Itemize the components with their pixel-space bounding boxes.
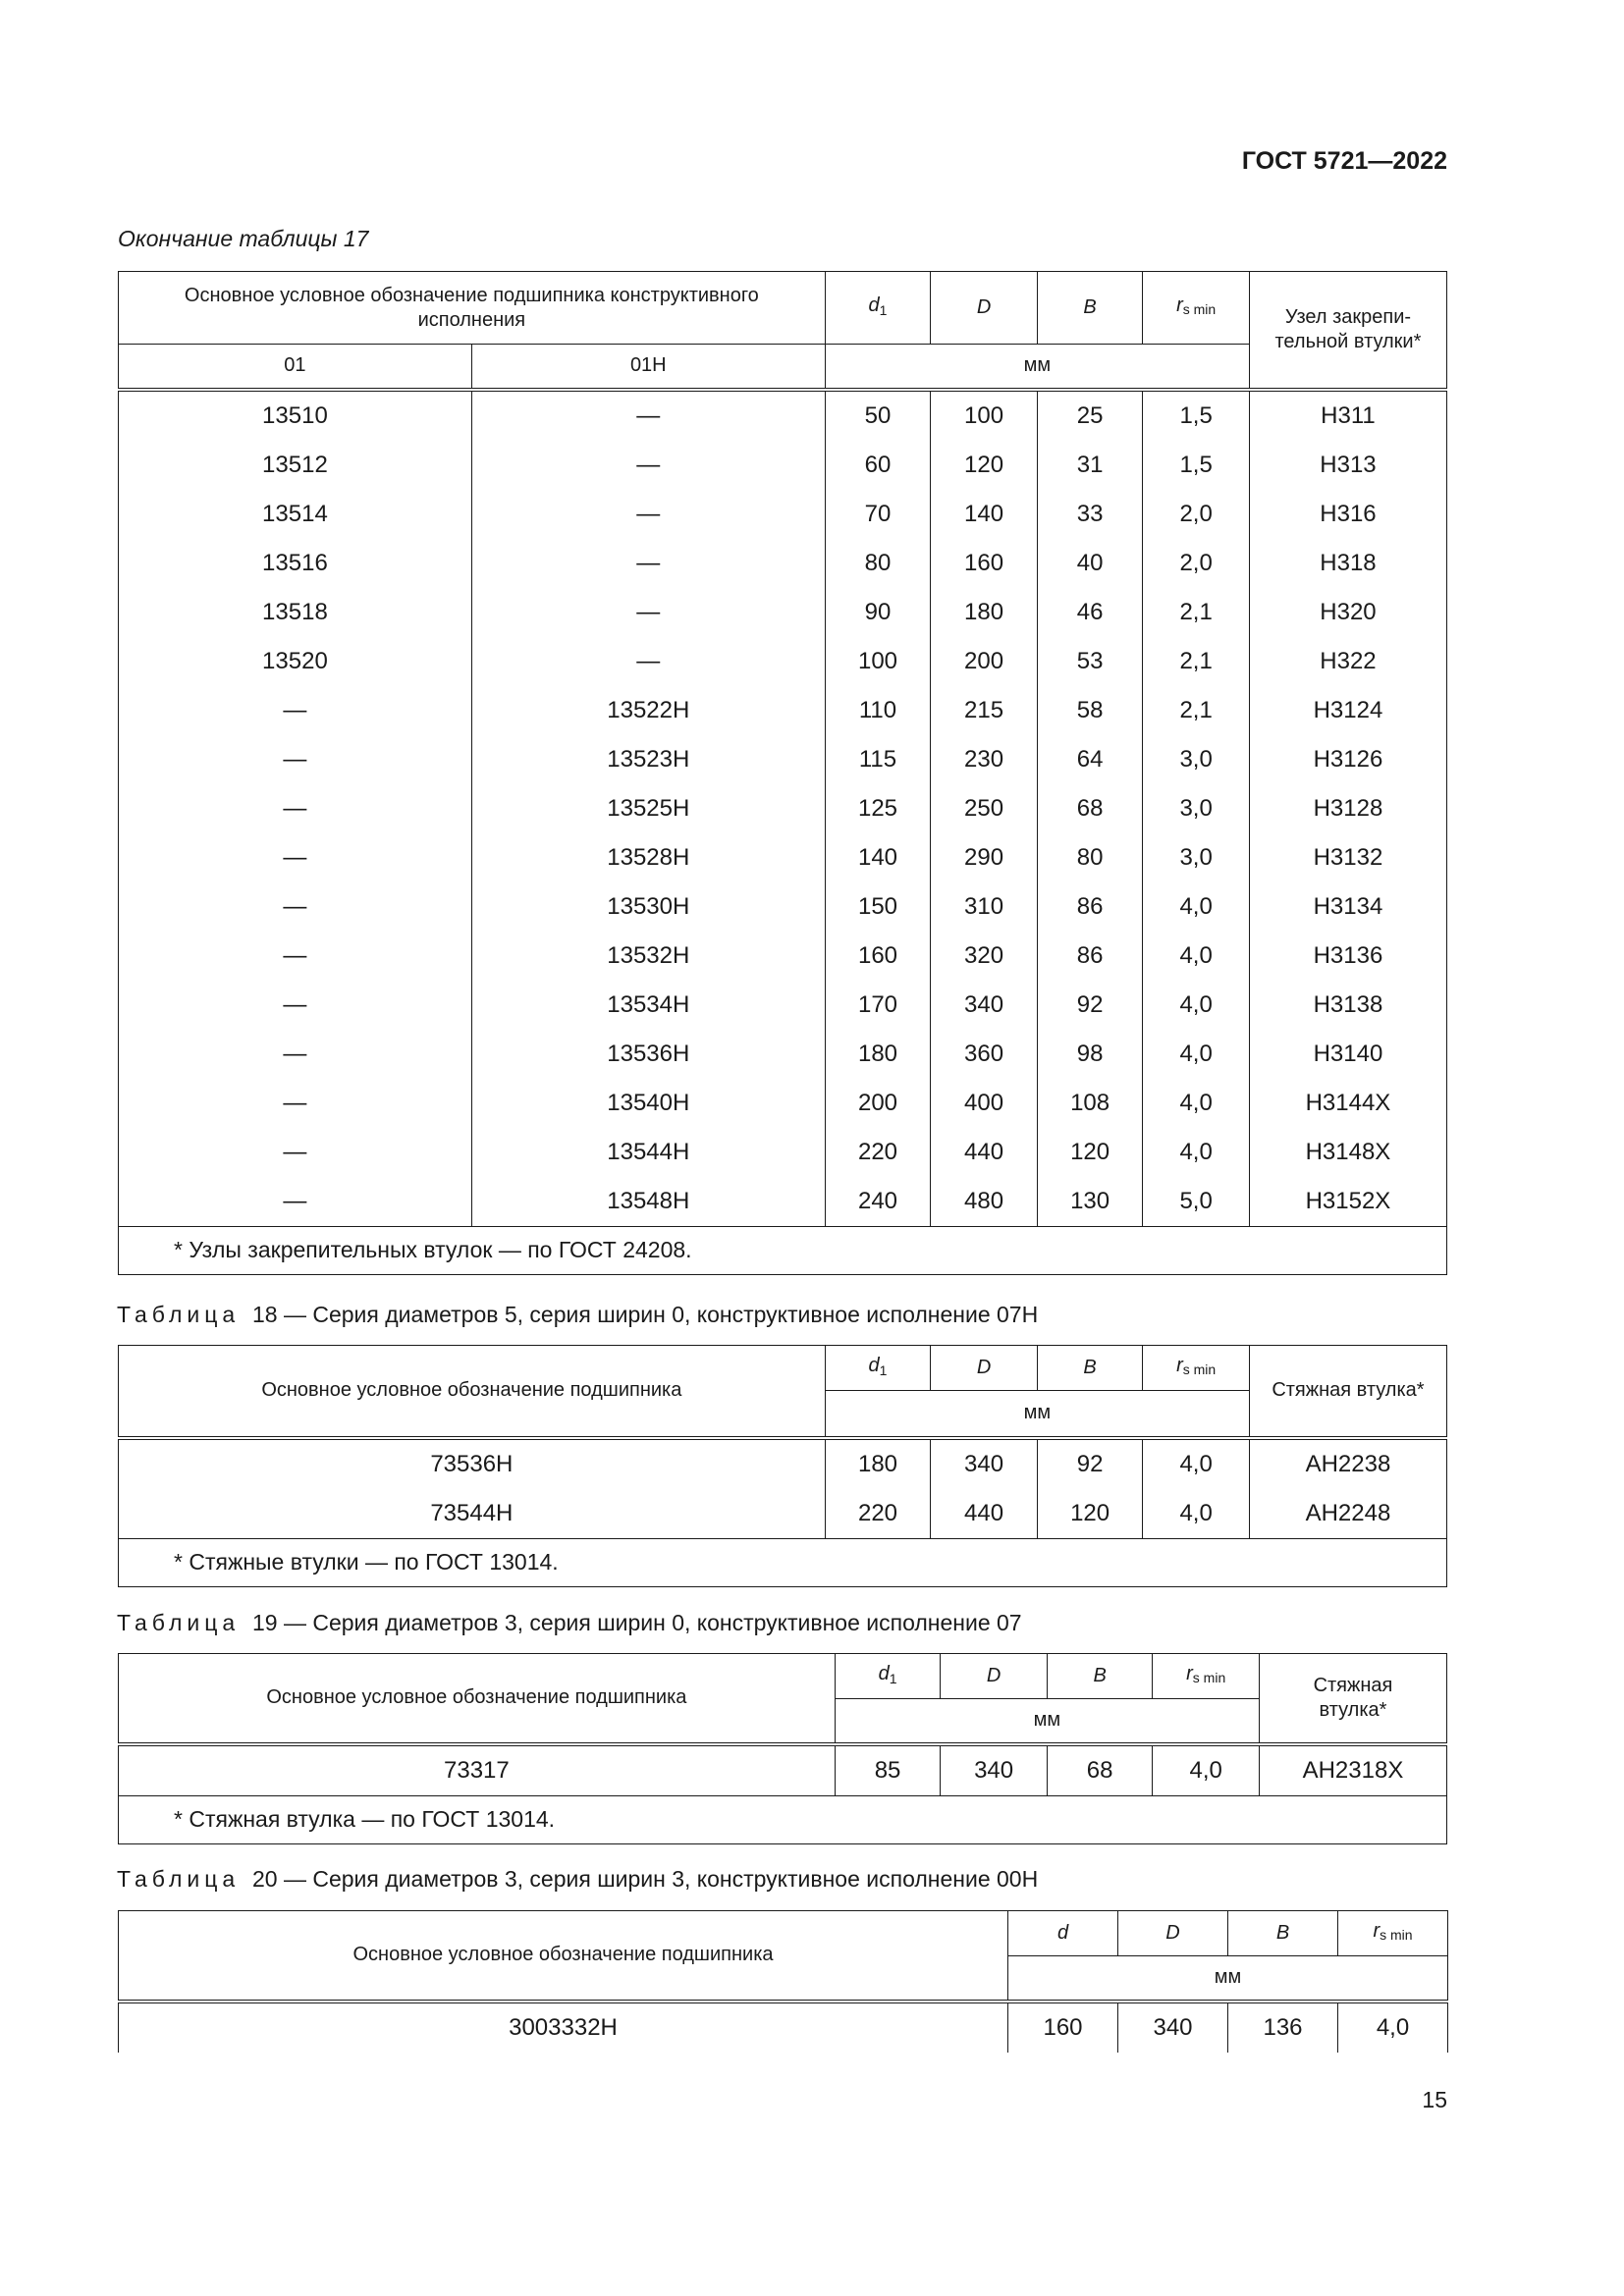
table-cell: 340 xyxy=(1118,2002,1228,2053)
table-cell: 180 xyxy=(825,1438,931,1489)
table-cell: 108 xyxy=(1037,1079,1143,1128)
table-cell: 13523Н xyxy=(471,735,825,784)
table-cell: 1,5 xyxy=(1143,390,1250,441)
table-cell: 13520 xyxy=(119,637,472,686)
col-d1-header: $d_1$ xyxy=(835,1654,941,1699)
table-cell: 340 xyxy=(941,1744,1048,1796)
table-cell: 92 xyxy=(1037,981,1143,1030)
col-width-header: B xyxy=(1047,1654,1153,1699)
table-19-caption: Таблица 19 — Серия диаметров 3, серия ширин 0, конструктивное исполнение 07 xyxy=(117,1610,1022,1635)
table-cell: Н3140 xyxy=(1249,1030,1446,1079)
table-cell: 46 xyxy=(1037,588,1143,637)
col-d1-header: $d_1$ xyxy=(825,1346,931,1391)
table-cell: 60 xyxy=(825,441,931,490)
table-cell: 13512 xyxy=(119,441,472,490)
table-row xyxy=(119,735,1447,784)
table-cell: АН2248 xyxy=(1249,1489,1446,1539)
table-cell: 90 xyxy=(825,588,931,637)
table-row xyxy=(119,1177,1447,1227)
table-cell: Н3126 xyxy=(1249,735,1446,784)
table-cell: 290 xyxy=(931,833,1038,882)
table-cell: 3,0 xyxy=(1143,735,1250,784)
table-cell: 125 xyxy=(825,784,931,833)
table-cell: 130 xyxy=(1037,1177,1143,1227)
table-cell: 320 xyxy=(931,932,1038,981)
table-cell: 68 xyxy=(1047,1744,1153,1796)
designation-header: Основное условное обозначение подшипника xyxy=(119,1346,826,1438)
col-width-header: B xyxy=(1037,272,1143,345)
table-cell: АН2238 xyxy=(1249,1438,1446,1489)
table-row xyxy=(119,390,1447,441)
table-17-continuation-caption: Окончание таблицы 17 xyxy=(118,226,369,251)
table-row xyxy=(119,441,1447,490)
table-cell: 100 xyxy=(825,637,931,686)
table-row xyxy=(119,637,1447,686)
table-row xyxy=(119,1079,1447,1128)
table-row xyxy=(119,981,1447,1030)
table-cell: 86 xyxy=(1037,932,1143,981)
table-cell: 85 xyxy=(835,1744,941,1796)
table-cell: 13510 xyxy=(119,390,472,441)
table-cell: 2,1 xyxy=(1143,637,1250,686)
table-cell: 400 xyxy=(931,1079,1038,1128)
table-cell: 140 xyxy=(825,833,931,882)
table-cell: — xyxy=(119,1128,472,1177)
table-cell: 50 xyxy=(825,390,931,441)
table-17 xyxy=(118,271,1447,1275)
col-outer-diameter-header: D xyxy=(941,1654,1048,1699)
col-sleeve-header: Стяжная втулка* xyxy=(1259,1654,1446,1744)
table-cell: 40 xyxy=(1037,539,1143,588)
table-cell: 4,0 xyxy=(1143,1079,1250,1128)
table-cell: 170 xyxy=(825,981,931,1030)
table-cell: — xyxy=(471,490,825,539)
table-17-body xyxy=(119,390,1447,1227)
table-cell: Н318 xyxy=(1249,539,1446,588)
table-cell: 160 xyxy=(1008,2002,1118,2053)
table-cell: Н322 xyxy=(1249,637,1446,686)
unit-label: мм xyxy=(835,1699,1259,1744)
table-cell: 98 xyxy=(1037,1030,1143,1079)
table-cell: 2,0 xyxy=(1143,490,1250,539)
unit-label: мм xyxy=(1008,1956,1448,2002)
table-cell: 13514 xyxy=(119,490,472,539)
table-cell: 31 xyxy=(1037,441,1143,490)
table-row xyxy=(119,833,1447,882)
col-d-header: d xyxy=(1008,1911,1118,1956)
table-cell: — xyxy=(119,1030,472,1079)
designation-header: Основное условное обозначение подшипника xyxy=(119,1911,1008,2002)
table-cell: 480 xyxy=(931,1177,1038,1227)
table-cell: 200 xyxy=(931,637,1038,686)
table-cell: 80 xyxy=(1037,833,1143,882)
sub-header-01: 01 xyxy=(119,345,472,390)
table-cell: 115 xyxy=(825,735,931,784)
col-sleeve-header: Стяжная втулка* xyxy=(1249,1346,1446,1438)
table-cell: 160 xyxy=(931,539,1038,588)
table-cell: 5,0 xyxy=(1143,1177,1250,1227)
table-19-note: * Стяжная втулка — по ГОСТ 13014. xyxy=(119,1795,1447,1843)
table-cell: — xyxy=(119,735,472,784)
col-outer-diameter-header: D xyxy=(931,1346,1038,1391)
table-cell: — xyxy=(119,1079,472,1128)
table-cell: 1,5 xyxy=(1143,441,1250,490)
table-cell: 220 xyxy=(825,1128,931,1177)
table-row xyxy=(119,1438,1447,1489)
unit-label: мм xyxy=(825,345,1249,390)
table-cell: 4,0 xyxy=(1338,2002,1448,2053)
table-cell: Н316 xyxy=(1249,490,1446,539)
table-cell: 64 xyxy=(1037,735,1143,784)
table-cell: 136 xyxy=(1228,2002,1338,2053)
sub-header-01h: 01Н xyxy=(471,345,825,390)
col-chamfer-header: rs min xyxy=(1143,1346,1250,1391)
table-cell: 70 xyxy=(825,490,931,539)
table-cell: 13532Н xyxy=(471,932,825,981)
table-cell: — xyxy=(119,882,472,932)
table-cell: 160 xyxy=(825,932,931,981)
table-row xyxy=(119,1030,1447,1079)
col-width-header: B xyxy=(1228,1911,1338,1956)
table-cell: 13518 xyxy=(119,588,472,637)
table-cell: 310 xyxy=(931,882,1038,932)
table-cell: Н3136 xyxy=(1249,932,1446,981)
table-18-caption: Таблица 18 — Серия диаметров 5, серия ширин 0, конструктивное исполнение 07Н xyxy=(117,1302,1039,1327)
table-row xyxy=(119,1744,1447,1796)
table-cell: 180 xyxy=(931,588,1038,637)
table-cell: 4,0 xyxy=(1143,882,1250,932)
table-cell: Н3124 xyxy=(1249,686,1446,735)
table-cell: 13522Н xyxy=(471,686,825,735)
table-cell: 240 xyxy=(825,1177,931,1227)
table-row xyxy=(119,932,1447,981)
table-cell: 120 xyxy=(1037,1489,1143,1539)
table-cell: 230 xyxy=(931,735,1038,784)
table-cell: 4,0 xyxy=(1143,1030,1250,1079)
col-outer-diameter-header: D xyxy=(1118,1911,1228,1956)
table-cell: — xyxy=(119,932,472,981)
table-row xyxy=(119,539,1447,588)
col-width-header: B xyxy=(1037,1346,1143,1391)
table-cell: 340 xyxy=(931,1438,1038,1489)
table-cell: 13516 xyxy=(119,539,472,588)
table-row xyxy=(119,784,1447,833)
table-cell: — xyxy=(471,637,825,686)
table-row xyxy=(119,588,1447,637)
table-cell: 25 xyxy=(1037,390,1143,441)
table-cell: 86 xyxy=(1037,882,1143,932)
table-cell: 2,1 xyxy=(1143,686,1250,735)
col-sleeve-header: Узел закрепи-тельной втулки* xyxy=(1249,272,1446,390)
table-row xyxy=(119,882,1447,932)
table-cell: — xyxy=(119,833,472,882)
unit-label: мм xyxy=(825,1391,1249,1438)
table-cell: — xyxy=(119,784,472,833)
col-chamfer-header: rs min xyxy=(1153,1654,1260,1699)
table-cell: 4,0 xyxy=(1143,1438,1250,1489)
table-18 xyxy=(118,1345,1447,1587)
table-cell: 100 xyxy=(931,390,1038,441)
table-cell: 3,0 xyxy=(1143,784,1250,833)
table-cell: Н3134 xyxy=(1249,882,1446,932)
table-cell: 33 xyxy=(1037,490,1143,539)
table-cell: 73317 xyxy=(119,1744,836,1796)
table-cell: 440 xyxy=(931,1489,1038,1539)
table-cell: — xyxy=(119,686,472,735)
table-cell: 73544Н xyxy=(119,1489,826,1539)
table-cell: 13536Н xyxy=(471,1030,825,1079)
table-cell: 13530Н xyxy=(471,882,825,932)
table-cell: 92 xyxy=(1037,1438,1143,1489)
table-cell: Н313 xyxy=(1249,441,1446,490)
table-cell: 360 xyxy=(931,1030,1038,1079)
table-cell: Н3128 xyxy=(1249,784,1446,833)
table-cell: 73536Н xyxy=(119,1438,826,1489)
table-cell: Н320 xyxy=(1249,588,1446,637)
table-cell: 4,0 xyxy=(1143,981,1250,1030)
table-cell: 440 xyxy=(931,1128,1038,1177)
table-18-body xyxy=(119,1438,1447,1539)
table-cell: 2,0 xyxy=(1143,539,1250,588)
table-cell: — xyxy=(471,390,825,441)
table-cell: 13548Н xyxy=(471,1177,825,1227)
table-cell: 4,0 xyxy=(1143,1489,1250,1539)
table-18-note: * Стяжные втулки — по ГОСТ 13014. xyxy=(119,1538,1447,1586)
table-19-body xyxy=(119,1744,1447,1796)
table-cell: 13540Н xyxy=(471,1079,825,1128)
table-19 xyxy=(118,1653,1447,1844)
col-chamfer-header: rs min xyxy=(1143,272,1250,345)
table-cell: 215 xyxy=(931,686,1038,735)
table-cell: Н3152Х xyxy=(1249,1177,1446,1227)
table-row xyxy=(119,1489,1447,1539)
table-cell: 120 xyxy=(1037,1128,1143,1177)
table-20 xyxy=(118,1910,1448,2053)
table-cell: — xyxy=(119,1177,472,1227)
table-cell: 200 xyxy=(825,1079,931,1128)
table-cell: 110 xyxy=(825,686,931,735)
table-cell: 80 xyxy=(825,539,931,588)
table-20-caption: Таблица 20 — Серия диаметров 3, серия ширин 3, конструктивное исполнение 00Н xyxy=(117,1866,1039,1892)
table-row xyxy=(119,490,1447,539)
table-cell: АН2318Х xyxy=(1259,1744,1446,1796)
table-cell: 68 xyxy=(1037,784,1143,833)
table-cell: Н3132 xyxy=(1249,833,1446,882)
col-outer-diameter-header: D xyxy=(931,272,1038,345)
table-cell: Н3148Х xyxy=(1249,1128,1446,1177)
table-cell: 150 xyxy=(825,882,931,932)
table-row xyxy=(119,1128,1447,1177)
table-17-note: * Узлы закрепительных втулок — по ГОСТ 24208. xyxy=(119,1226,1447,1274)
standard-header: ГОСТ 5721—2022 xyxy=(1241,147,1447,175)
table-cell: 53 xyxy=(1037,637,1143,686)
designation-header: Основное условное обозначение подшипника xyxy=(119,1654,836,1744)
col-chamfer-header: rs min xyxy=(1338,1911,1448,1956)
table-cell: — xyxy=(471,539,825,588)
table-cell: 220 xyxy=(825,1489,931,1539)
page-number: 15 xyxy=(1422,2087,1447,2112)
table-cell: — xyxy=(471,588,825,637)
table-cell: 13544Н xyxy=(471,1128,825,1177)
table-cell: 2,1 xyxy=(1143,588,1250,637)
table-row xyxy=(119,2002,1448,2053)
designation-header: Основное условное обозначение подшипника конструктивного исполнения xyxy=(119,272,826,345)
table-cell: 4,0 xyxy=(1143,1128,1250,1177)
table-cell: 4,0 xyxy=(1143,932,1250,981)
table-cell: 58 xyxy=(1037,686,1143,735)
table-cell: 13528Н xyxy=(471,833,825,882)
table-cell: 4,0 xyxy=(1153,1744,1260,1796)
table-cell: — xyxy=(471,441,825,490)
table-cell: 250 xyxy=(931,784,1038,833)
table-cell: 140 xyxy=(931,490,1038,539)
table-cell: 120 xyxy=(931,441,1038,490)
table-cell: — xyxy=(119,981,472,1030)
table-20-body xyxy=(119,2002,1448,2053)
table-cell: 3,0 xyxy=(1143,833,1250,882)
table-cell: 180 xyxy=(825,1030,931,1079)
table-row xyxy=(119,686,1447,735)
table-cell: Н3138 xyxy=(1249,981,1446,1030)
table-cell: Н3144Х xyxy=(1249,1079,1446,1128)
col-d1-header: $d_1$ xyxy=(825,272,931,345)
table-cell: 13534Н xyxy=(471,981,825,1030)
table-cell: 340 xyxy=(931,981,1038,1030)
table-cell: 13525Н xyxy=(471,784,825,833)
table-cell: 3003332Н xyxy=(119,2002,1008,2053)
table-cell: Н311 xyxy=(1249,390,1446,441)
